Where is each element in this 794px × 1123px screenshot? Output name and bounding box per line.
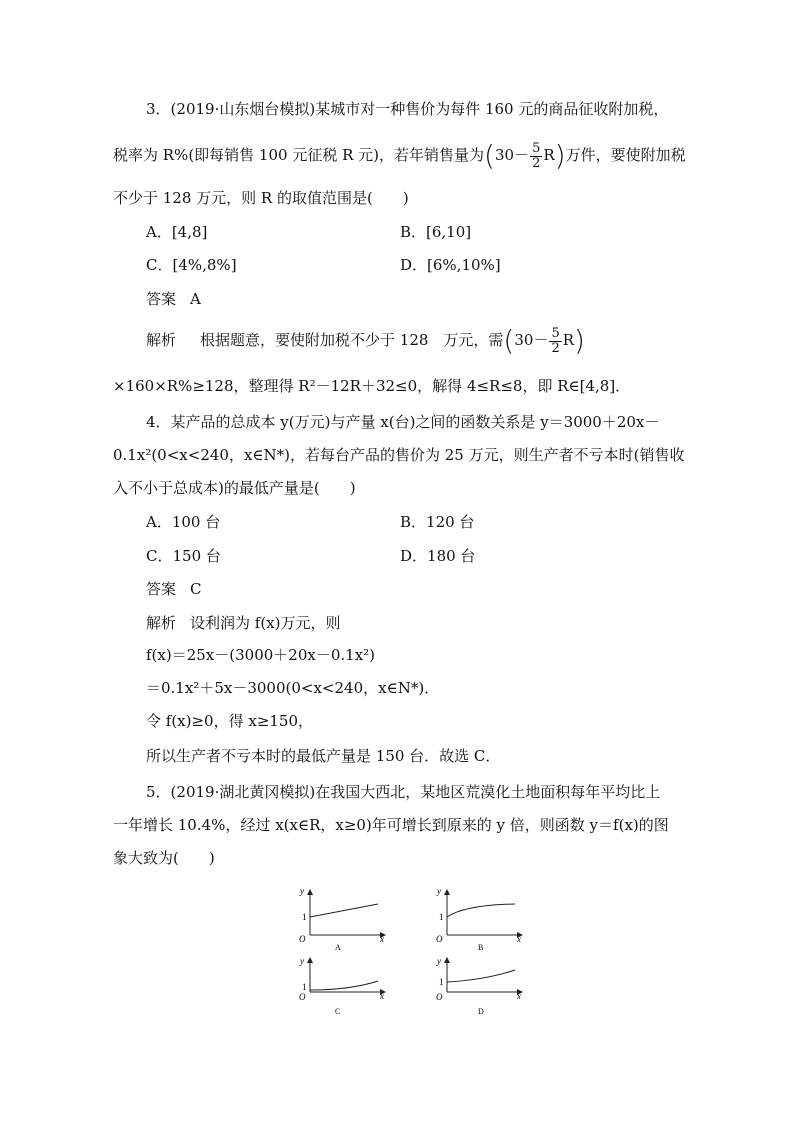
q3-analysis-frac-num: 5 <box>551 325 560 341</box>
q3-line2 <box>113 141 686 171</box>
q4-option-b: B．120 台 <box>400 513 475 531</box>
q5-line3: 象大致为( ) <box>113 849 215 867</box>
q4-analysis-line3: ＝0.1x²＋5x－3000(0<x<240，x∈N*)． <box>146 679 440 697</box>
graph-c-one-label: 1 <box>302 982 307 992</box>
q3-frac-den: 2 <box>532 155 541 171</box>
graph-d-caption: D <box>478 1007 484 1016</box>
q5-line2: 一年增长 10.4%，经过 x(x∈R，x≥0)年可增长到原来的 y 倍，则函数 y＝f(x)的图 <box>113 816 669 834</box>
graph-b-one-label: 1 <box>439 912 444 922</box>
q4-analysis-label: 解析 <box>146 614 177 632</box>
graph-a-caption: A <box>335 943 341 952</box>
q4-line2: 0.1x²(0<x<240，x∈N*)，若每台产品的售价为 25 万元，则生产者不亏本时(销售收 <box>113 446 685 464</box>
graph-d-origin: O <box>436 992 443 1002</box>
graph-a-origin: O <box>299 934 306 944</box>
q3-answer <box>146 289 201 309</box>
graph-d-x-label: x <box>517 991 521 1001</box>
q3-analysis-label: 解析 <box>146 331 177 349</box>
q3-answer-value: A <box>190 290 201 308</box>
q4-analysis-line4: 令 f(x)≥0，得 x≥150， <box>146 712 314 730</box>
q4-line1: 4．某产品的总成本 y(万元)与产量 x(台)之间的函数关系是 y＝3000＋20x－ <box>146 413 660 431</box>
q3-frac-num: 5 <box>532 140 541 156</box>
q4-option-c: C．150 台 <box>146 547 221 565</box>
graph-b-x-label: x <box>517 934 521 944</box>
q4-line3: 入不小于总成本)的最低产量是( ) <box>113 479 356 497</box>
graph-d <box>436 956 522 1016</box>
q4-answer-label: 答案 <box>146 580 177 598</box>
q5-line1: 5．(2019·湖北黄冈模拟)在我国大西北，某地区荒漠化土地面积每年平均比上 <box>146 783 661 801</box>
q3-analysis-paren-post: R <box>562 331 575 349</box>
graph-a-x-label: x <box>380 934 384 944</box>
q3-option-d: D．[6%,10%] <box>400 256 501 274</box>
q3-analysis-text1: 根据题意，要使附加税不少于 128 万元，需 <box>200 331 504 349</box>
q3-analysis-line1 <box>146 326 585 356</box>
graph-c-x-label: x <box>380 991 384 1001</box>
q5-graph-figure <box>280 880 540 1020</box>
graph-a-one-label: 1 <box>302 912 307 922</box>
q3-rparen: ) <box>554 139 566 172</box>
q3-option-c: C．[4%,8%] <box>146 256 237 274</box>
q3-analysis-frac-den: 2 <box>551 340 560 356</box>
graph-b-caption: B <box>478 943 484 952</box>
q4-option-d: D．180 台 <box>400 547 476 565</box>
q3-line3: 不少于 128 万元，则 R 的取值范围是( ) <box>113 189 409 207</box>
graph-b-y-label: y <box>437 886 441 896</box>
q3-line1: 3．(2019·山东烟台模拟)某城市对一种售价为每件 160 元的商品征收附加税， <box>146 100 669 118</box>
graph-a-curve <box>310 904 378 917</box>
q4-analysis-line2: f(x)＝25x－(3000＋20x－0.1x²) <box>146 646 376 664</box>
q4-answer-value: C <box>190 580 202 598</box>
q4-analysis-line1 <box>146 613 341 633</box>
graph-b <box>436 886 522 952</box>
graph-c-origin: O <box>299 992 306 1002</box>
q3-paren-pre: 30－ <box>494 146 530 164</box>
graph-c-y-label: y <box>300 956 304 966</box>
graph-c-curve <box>310 981 378 990</box>
q3-analysis-rparen: ) <box>574 324 585 357</box>
q3-analysis-lparen: ( <box>503 324 515 357</box>
q3-option-a: A．[4,8] <box>146 223 208 241</box>
q3-line2a: 税率为 R%(即每销售 100 元征税 R 元)，若年销售量为 <box>113 146 485 164</box>
graph-a <box>299 886 385 952</box>
q4-analysis-line5: 所以生产者不亏本时的最低产量是 150 台．故选 C． <box>146 747 501 765</box>
graph-d-one-label: 1 <box>439 977 444 987</box>
q3-fraction <box>530 142 542 171</box>
q4-analysis-text1: 设利润为 f(x)万元，则 <box>190 614 341 632</box>
graph-d-y-label: y <box>437 956 441 966</box>
graph-c-caption: C <box>335 1007 341 1016</box>
graph-c <box>299 956 385 1016</box>
graph-b-origin: O <box>436 934 443 944</box>
q3-analysis-line2: ×160×R%≥128，整理得 R²－12R＋32≤0，解得 4≤R≤8，即 R∈[4,8]． <box>113 377 631 395</box>
graph-a-y-label: y <box>300 886 304 896</box>
q3-analysis-paren-pre: 30－ <box>514 331 549 349</box>
q4-answer <box>146 579 202 599</box>
q3-analysis-fraction <box>549 327 561 356</box>
graph-b-curve <box>447 904 515 917</box>
q3-paren-post: R <box>543 146 555 164</box>
q3-option-b: B．[6,10] <box>400 223 472 241</box>
q3-answer-label: 答案 <box>146 290 177 308</box>
graph-d-curve <box>447 970 515 982</box>
q4-option-a: A．100 台 <box>146 513 221 531</box>
q3-line2b: 万件，要使附加税 <box>565 146 686 164</box>
q3-lparen: ( <box>484 139 495 172</box>
